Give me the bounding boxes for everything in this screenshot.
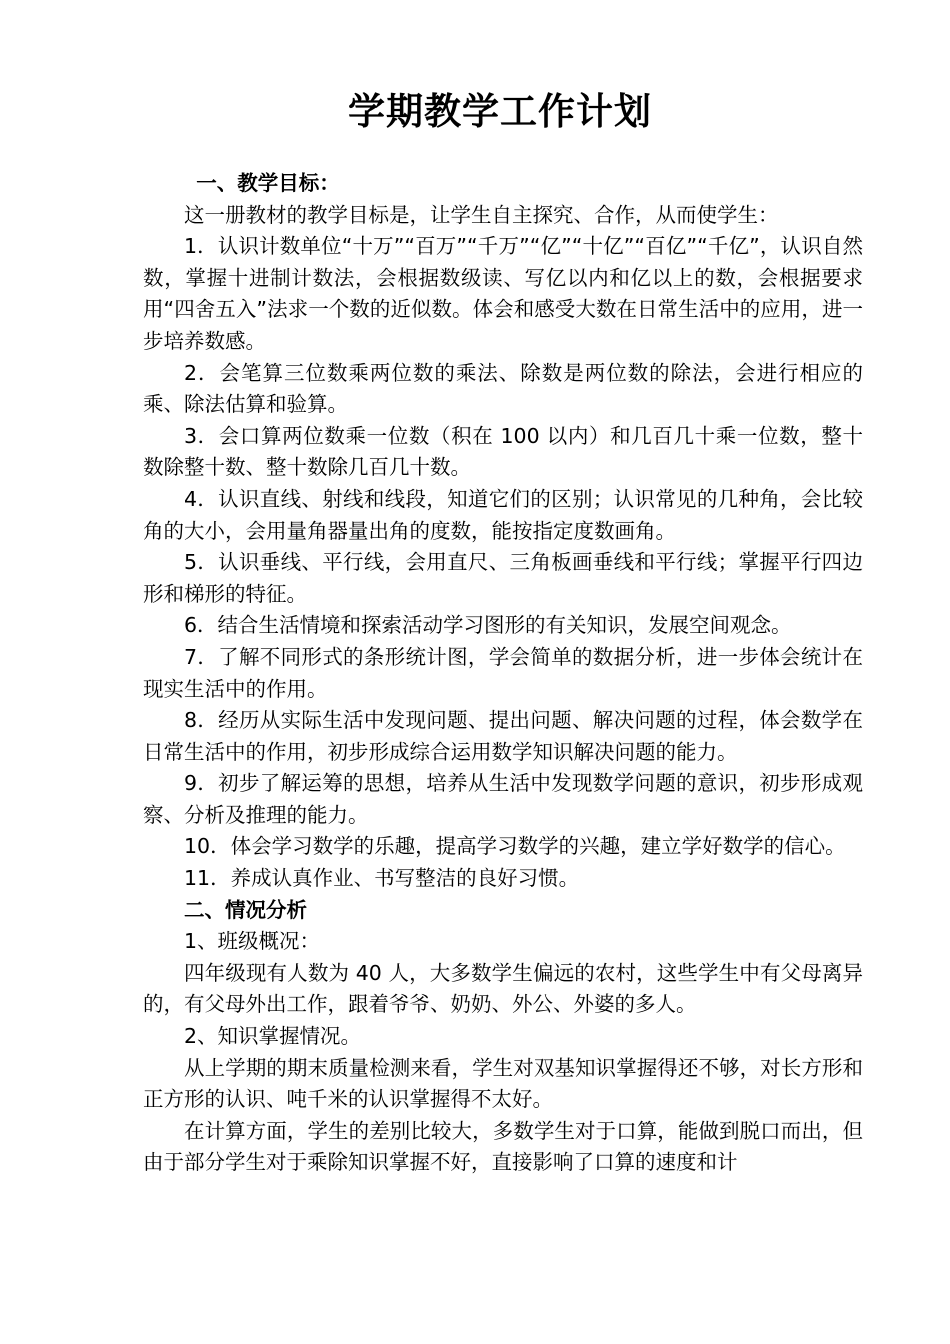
- subheading-knowledge-mastery: 2、知识掌握情况。: [184, 1024, 362, 1049]
- goal-item-1: 1．认识计数单位“十万”“百万”“千万”“亿”“十亿”“百亿”“千亿”，认识自然数，掌握十进制计数法，会根据数级读、写亿以内和亿以上的数，会根据要求用“四舍五入”法求一个数的近似数。体会和感受大数在日常生活中的应用，进一步培养数感。: [143, 234, 863, 353]
- document-title: 学期教学工作计划: [348, 90, 652, 133]
- paragraph-intro: 这一册教材的教学目标是，让学生自主探究、合作，从而使学生：: [184, 202, 779, 227]
- goal-item-10: 10．体会学习数学的乐趣，提高学习数学的兴趣，建立学好数学的信心。: [184, 834, 846, 859]
- document-body: [143, 168, 863, 1179]
- goal-item-9: 9．初步了解运筹的思想，培养从生活中发现数学问题的意识，初步形成观察、分析及推理的能力。: [143, 771, 863, 827]
- section-heading-teaching-goals: 一、教学目标：: [196, 171, 340, 195]
- goal-item-6: 6．结合生活情境和探索活动学习图形的有关知识，发展空间观念。: [184, 613, 792, 638]
- goal-item-11: 11．养成认真作业、书写整洁的良好习惯。: [184, 866, 580, 891]
- paragraph-class-overview: 四年级现有人数为 40 人，大多数学生偏远的农村，这些学生中有父母离异的，有父母外出工作，跟着爷爷、奶奶、外公、外婆的多人。: [143, 960, 863, 1017]
- section-heading-situation-analysis: 二、情况分析: [184, 897, 307, 922]
- goal-item-2: 2．会笔算三位数乘两位数的乘法、除数是两位数的除法，会进行相应的乘、除法估算和验算。: [143, 360, 863, 417]
- goal-item-4: 4．认识直线、射线和线段，知道它们的区别；认识常见的几种角，会比较角的大小，会用量角器量出角的度数，能按指定度数画角。: [143, 486, 863, 543]
- subheading-class-overview: 1、班级概况：: [184, 929, 321, 954]
- goal-item-3: 3．会口算两位数乘一位数（积在 100 以内）和几百几十乘一位数，整十数除整十数、整十数除几百几十数。: [143, 423, 863, 480]
- paragraph-calculation: 在计算方面，学生的差别比较大，多数学生对于口算，能做到脱口而出，但由于部分学生对于乘除知识掌握不好，直接影响了口算的速度和计: [143, 1118, 863, 1175]
- goal-item-5: 5．认识垂线、平行线，会用直尺、三角板画垂线和平行线；掌握平行四边形和梯形的特征。: [143, 550, 863, 606]
- goal-item-7: 7．了解不同形式的条形统计图，学会简单的数据分析，进一步体会统计在现实生活中的作用。: [143, 644, 863, 701]
- paragraph-knowledge-mastery: 从上学期的期末质量检测来看，学生对双基知识掌握得还不够，对长方形和正方形的认识、吨千米的认识掌握得不太好。: [143, 1055, 863, 1112]
- goal-item-8: 8．经历从实际生活中发现问题、提出问题、解决问题的过程，体会数学在日常生活中的作用，初步形成综合运用数学知识解决问题的能力。: [143, 708, 863, 764]
